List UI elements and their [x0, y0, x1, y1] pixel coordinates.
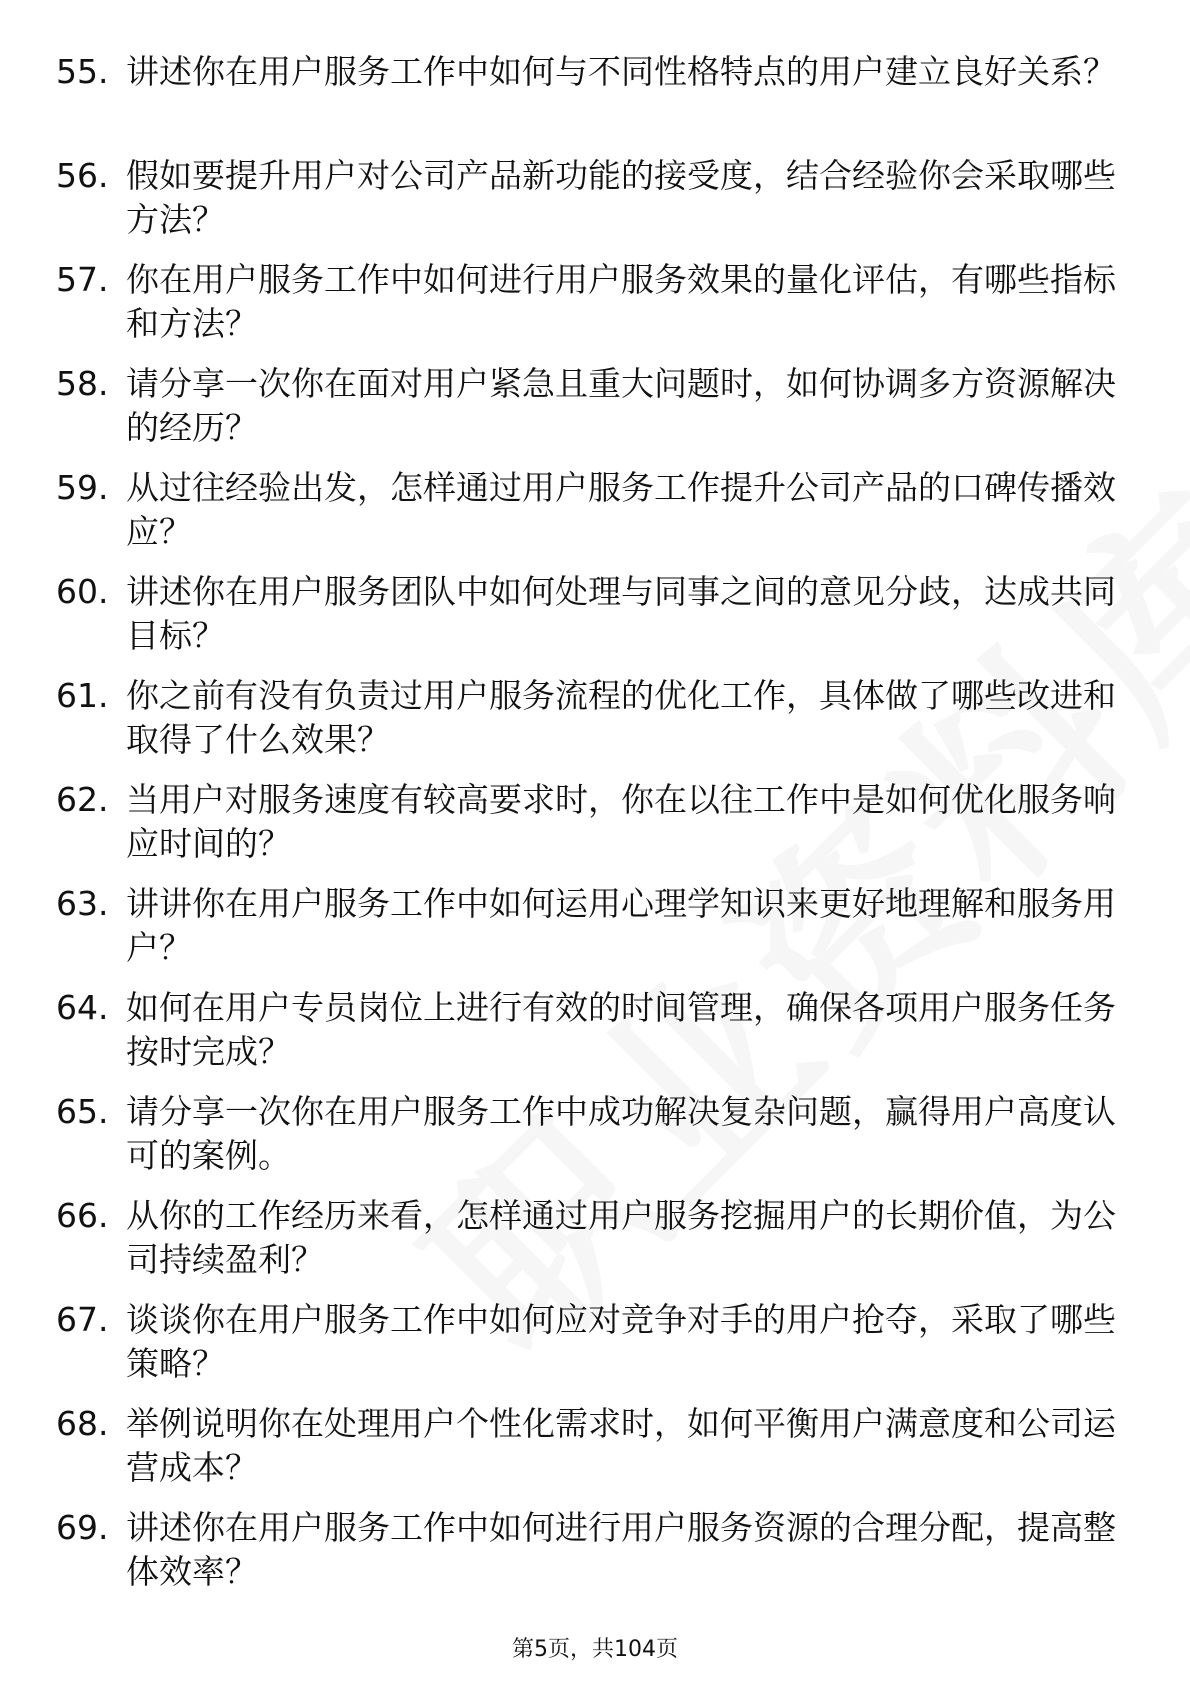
question-number: 61. [56, 676, 109, 715]
question-item [56, 154, 1116, 258]
question-text: 请分享一次你在面对用户紧急且重大问题时，如何协调多方资源解决的经历？ [126, 364, 1116, 447]
question-text: 讲讲你在用户服务工作中如何运用心理学知识来更好地理解和服务用户？ [126, 884, 1116, 967]
question-number: 56. [56, 156, 109, 195]
question-text: 请分享一次你在用户服务工作中成功解决复杂问题，赢得用户高度认可的案例。 [126, 1092, 1116, 1175]
question-text: 当用户对服务速度有较高要求时，你在以往工作中是如何优化服务响应时间的？ [126, 780, 1116, 863]
question-number: 59. [56, 468, 109, 507]
question-number: 66. [56, 1196, 109, 1235]
question-item [56, 466, 1116, 570]
question-text: 如何在用户专员岗位上进行有效的时间管理，确保各项用户服务任务按时完成？ [126, 988, 1116, 1071]
question-item [56, 882, 1116, 986]
question-list [56, 50, 1116, 1610]
question-text: 从你的工作经历来看，怎样通过用户服务挖掘用户的长期价值，为公司持续盈利？ [126, 1196, 1116, 1279]
question-number: 60. [56, 572, 109, 611]
question-item [56, 50, 1116, 154]
question-text: 讲述你在用户服务工作中如何与不同性格特点的用户建立良好关系？ [126, 52, 1116, 91]
question-number: 64. [56, 988, 109, 1027]
question-item [56, 1090, 1116, 1194]
question-text: 举例说明你在处理用户个性化需求时，如何平衡用户满意度和公司运营成本？ [126, 1404, 1116, 1487]
question-number: 62. [56, 780, 109, 819]
page-footer: 第5页，共104页 [512, 1637, 678, 1662]
question-number: 63. [56, 884, 109, 923]
question-item [56, 570, 1116, 674]
question-text: 从过往经验出发，怎样通过用户服务工作提升公司产品的口碑传播效应？ [126, 468, 1116, 551]
question-number: 69. [56, 1508, 109, 1547]
question-item [56, 778, 1116, 882]
question-text: 你在用户服务工作中如何进行用户服务效果的量化评估，有哪些指标和方法？ [126, 260, 1116, 343]
question-number: 55. [56, 52, 109, 91]
question-number: 68. [56, 1404, 109, 1443]
question-item [56, 1298, 1116, 1402]
question-text: 你之前有没有负责过用户服务流程的优化工作，具体做了哪些改进和取得了什么效果？ [126, 676, 1116, 759]
question-item [56, 258, 1116, 362]
question-number: 57. [56, 260, 109, 299]
question-number: 67. [56, 1300, 109, 1339]
question-item [56, 362, 1116, 466]
question-number: 65. [56, 1092, 109, 1131]
question-text: 讲述你在用户服务团队中如何处理与同事之间的意见分歧，达成共同目标？ [126, 572, 1116, 655]
question-item [56, 1506, 1116, 1610]
question-item [56, 1402, 1116, 1506]
question-number: 58. [56, 364, 109, 403]
question-item [56, 1194, 1116, 1298]
question-item [56, 674, 1116, 778]
question-item [56, 986, 1116, 1090]
question-text: 讲述你在用户服务工作中如何进行用户服务资源的合理分配，提高整体效率？ [126, 1508, 1116, 1591]
question-text: 谈谈你在用户服务工作中如何应对竞争对手的用户抢夺，采取了哪些策略？ [126, 1300, 1116, 1383]
question-text: 假如要提升用户对公司产品新功能的接受度，结合经验你会采取哪些方法？ [126, 156, 1116, 239]
